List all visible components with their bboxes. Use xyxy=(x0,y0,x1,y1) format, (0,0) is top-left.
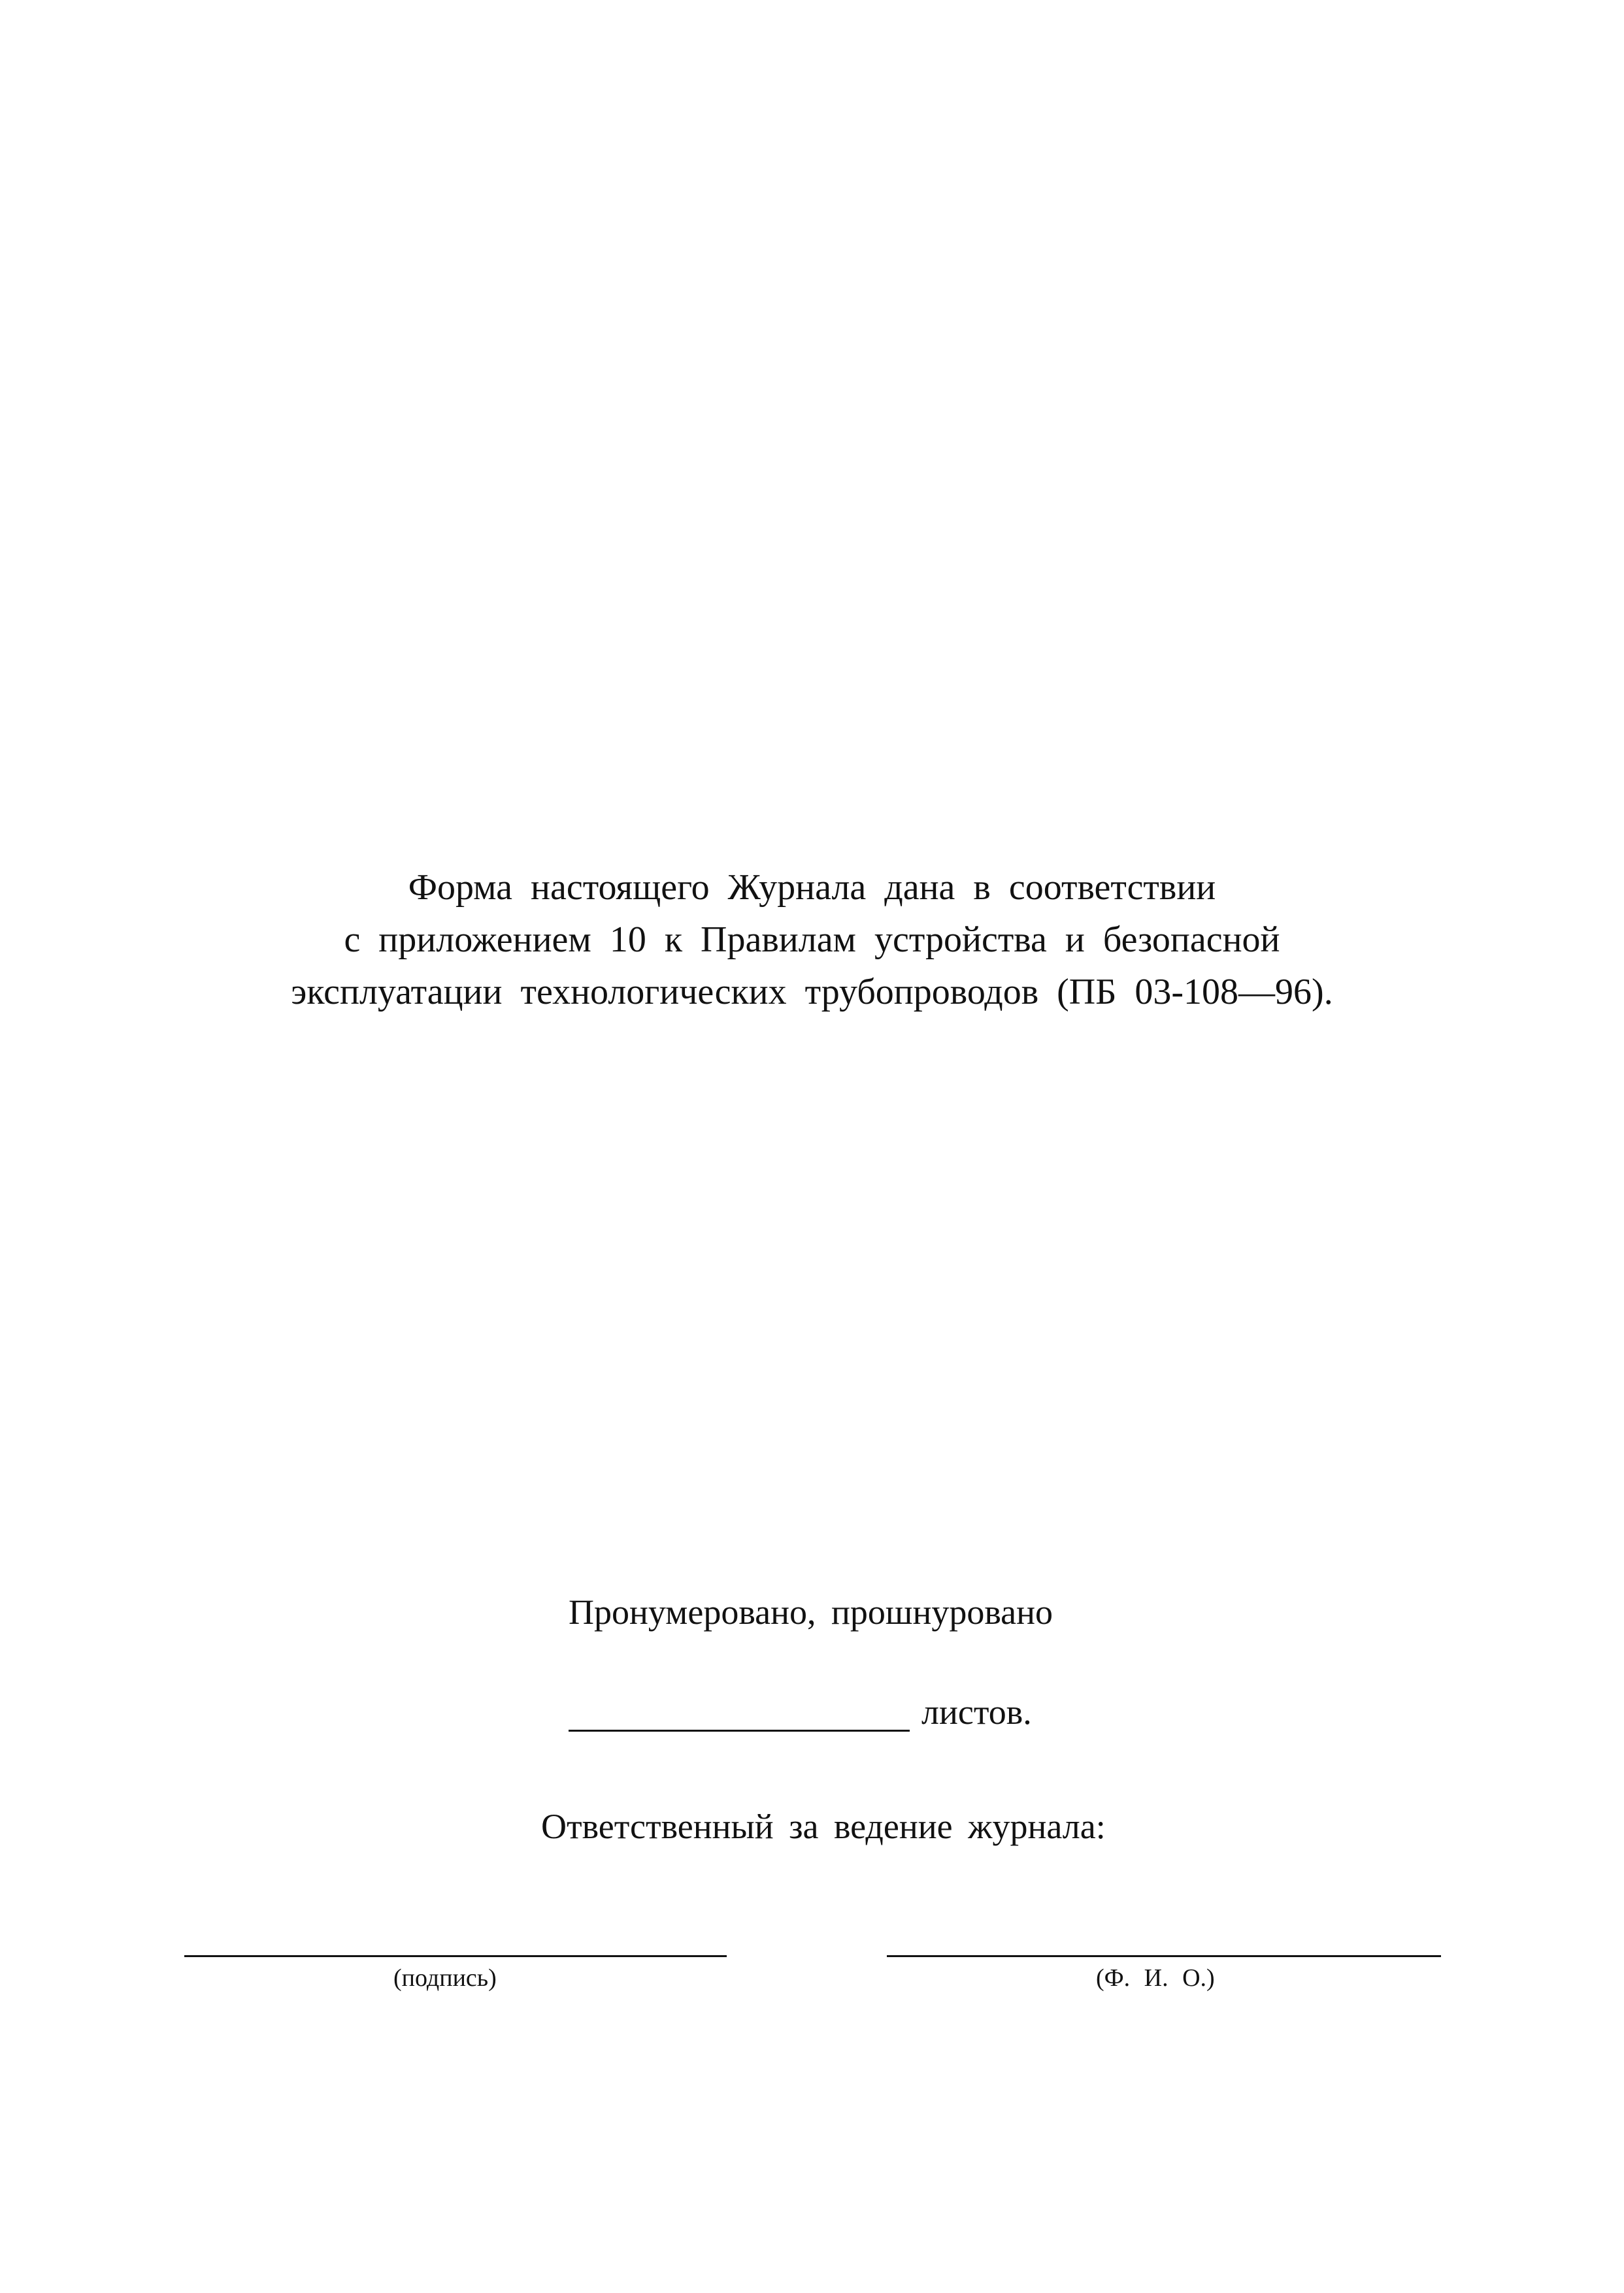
signature-caption: (подпись) xyxy=(393,1964,497,1992)
responsible-person-label: Ответственный за ведение журнала: xyxy=(541,1807,1106,1846)
form-source-note xyxy=(0,861,1624,1018)
numbered-laced-text: Пронумеровано, прошнуровано xyxy=(569,1592,1053,1632)
note-line-2: с приложением 10 к Правилам устройства и безопасной xyxy=(344,919,1280,960)
sheets-label: листов. xyxy=(921,1692,1032,1732)
full-name-line xyxy=(887,1955,1441,1957)
full-name-caption: (Ф. И. О.) xyxy=(1096,1964,1215,1992)
signature-field xyxy=(184,1955,727,2007)
signature-line xyxy=(184,1955,727,1957)
sheets-count-blank-line xyxy=(569,1730,910,1732)
note-line-3: эксплуатации технологических трубопроводов (ПБ 03-108—96). xyxy=(291,972,1333,1012)
note-line-1: Форма настоящего Журнала дана в соответствии xyxy=(408,867,1216,908)
full-name-field xyxy=(887,1955,1441,2007)
